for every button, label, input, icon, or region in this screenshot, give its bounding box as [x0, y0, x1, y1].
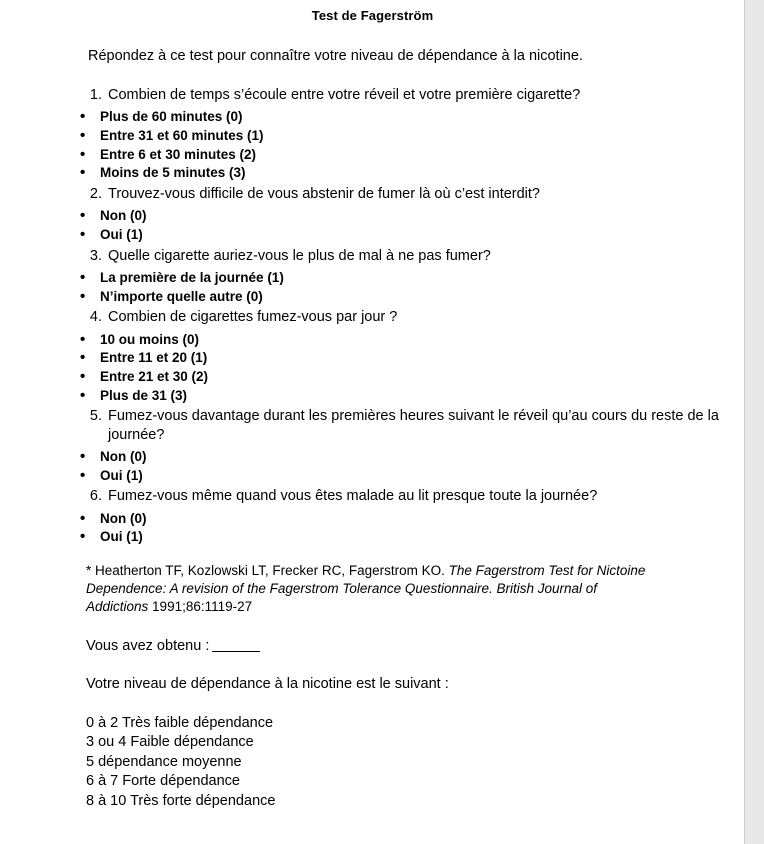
answer-list — [72, 331, 711, 406]
answer-option: • Oui (1) — [72, 467, 711, 486]
answer-list — [72, 269, 711, 306]
question-item — [100, 487, 745, 547]
question-item — [100, 86, 745, 183]
question-item — [100, 185, 745, 245]
reference-citation — [86, 562, 656, 616]
answer-list — [72, 448, 711, 485]
page-gutter — [744, 0, 764, 844]
question-text: 6. Fumez-vous même quand vous êtes malade au lit presque toute la journée? — [108, 488, 598, 505]
question-text: 3. Quelle cigarette auriez-vous le plus de mal à ne pas fumer? — [108, 247, 491, 264]
answer-option: • Oui (1) — [72, 528, 711, 547]
reference-authors: * Heatherton TF, Kozlowski LT, Frecker RC, Fagerstrom KO. — [86, 562, 449, 578]
answer-option: • Entre 6 et 30 minutes (2) — [72, 146, 711, 165]
reference-details: 1991;86:1119-27 — [148, 598, 253, 614]
answer-option: • Plus de 31 (3) — [72, 387, 711, 406]
answer-list — [72, 207, 711, 244]
intro-paragraph: Répondez à ce test pour connaître votre niveau de dépendance à la nicotine. — [88, 48, 583, 64]
answer-option: • Non (0) — [72, 207, 711, 226]
question-list — [0, 86, 745, 547]
question-text: 2. Trouvez-vous difficile de vous abstenir de fumer là où c’est interdit? — [108, 185, 540, 202]
score-line — [86, 638, 745, 654]
answer-option: • Entre 11 et 20 (1) — [72, 349, 711, 368]
answer-list — [72, 510, 711, 547]
level-item: 5 dépendance moyenne — [86, 753, 242, 770]
question-text: 5. Fumez-vous davantage durant les premières heures suivant le réveil qu’au cours du reste de la journée? — [108, 408, 719, 443]
question-item — [100, 247, 745, 307]
level-item: 0 à 2 Très faible dépendance — [86, 714, 274, 731]
score-label: Vous avez obtenu : — [86, 637, 210, 654]
score-blank-field[interactable] — [212, 651, 260, 652]
answer-option: • Non (0) — [72, 510, 711, 529]
level-list — [86, 714, 745, 811]
answer-option: • La première de la journée (1) — [72, 269, 711, 288]
level-item: 8 à 10 Très forte dépendance — [86, 792, 276, 809]
level-item: 6 à 7 Forte dépendance — [86, 773, 240, 790]
question-text: 4. Combien de cigarettes fumez-vous par jour ? — [108, 309, 398, 326]
answer-option: • Entre 31 et 60 minutes (1) — [72, 127, 711, 146]
answer-option: • Moins de 5 minutes (3) — [72, 164, 711, 183]
question-text: 1. Combien de temps s’écoule entre votre réveil et votre première cigarette? — [108, 87, 581, 103]
answer-option: • 10 ou moins (0) — [72, 331, 711, 350]
level-item: 3 ou 4 Faible dépendance — [86, 734, 254, 751]
answer-option: • Plus de 60 minutes (0) — [72, 108, 711, 127]
answer-option: • Entre 21 et 30 (2) — [72, 368, 711, 387]
answer-option: • Oui (1) — [72, 226, 711, 245]
question-item — [100, 407, 745, 485]
level-intro: Votre niveau de dépendance à la nicotine est le suivant : — [86, 675, 449, 692]
page-title: Test de Fagerström — [311, 8, 434, 23]
answer-option: • Non (0) — [72, 448, 711, 467]
answer-option: • N’importe quelle autre (0) — [72, 288, 711, 307]
answer-list — [72, 108, 711, 183]
reference-title: The Fagerstrom Test for Nictoine Dependence: A revision of the Fagerstrom Tolerance Questionnaire. British Journal of Addictions — [86, 562, 646, 614]
question-item — [100, 308, 745, 405]
